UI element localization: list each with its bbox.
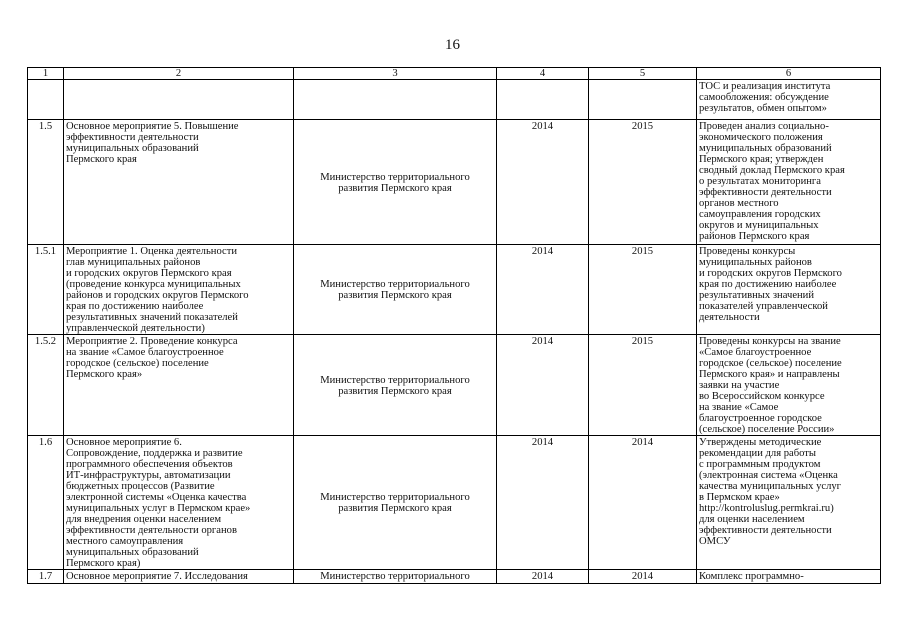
table-row xyxy=(28,245,881,335)
end-year-cell xyxy=(589,80,697,120)
responsible-cell xyxy=(294,80,497,120)
end-year-cell: 2015 xyxy=(589,335,697,436)
result-cell: Утверждены методические рекомендации для работы с программным продуктом (электронная система «Оценка качества муниципальных услуг в Пермском крае» http://kontroluslug.permkrai.ru) для оценки населением эффективности деятельности ОМСУ xyxy=(697,436,881,570)
end-year-cell: 2014 xyxy=(589,436,697,570)
table-row xyxy=(28,436,881,570)
column-header: 6 xyxy=(697,68,881,80)
activity-cell: Основное мероприятие 5. Повышение эффективности деятельности муниципальных образований Пермского края xyxy=(64,120,294,245)
program-table xyxy=(27,67,881,584)
item-number-cell: 1.5.2 xyxy=(28,335,64,436)
start-year-cell: 2014 xyxy=(497,245,589,335)
column-header: 5 xyxy=(589,68,697,80)
header-row xyxy=(28,68,881,80)
column-header: 4 xyxy=(497,68,589,80)
page-number: 16 xyxy=(445,37,460,53)
result-cell: Проведены конкурсы на звание «Самое благоустроенное городское (сельское) поселение Пермского края» и направлены заявки на участие во Всероссийском конкурсе на звание «Самое благоустроенное городское (сельское) поселение России» xyxy=(697,335,881,436)
responsible-cell: Министерство территориального развития Пермского края xyxy=(294,245,497,335)
item-number-cell: 1.5.1 xyxy=(28,245,64,335)
responsible-cell: Министерство территориального развития Пермского края xyxy=(294,120,497,245)
activity-cell: Основное мероприятие 7. Исследования xyxy=(64,570,294,584)
activity-cell xyxy=(64,80,294,120)
start-year-cell xyxy=(497,80,589,120)
column-header: 1 xyxy=(28,68,64,80)
item-number-cell: 1.5 xyxy=(28,120,64,245)
table-row xyxy=(28,80,881,120)
item-number-cell: 1.6 xyxy=(28,436,64,570)
item-number-cell xyxy=(28,80,64,120)
column-header: 2 xyxy=(64,68,294,80)
item-number-cell: 1.7 xyxy=(28,570,64,584)
table-row xyxy=(28,570,881,584)
activity-cell: Основное мероприятие 6. Сопровождение, поддержка и развитие программного обеспечения объектов ИТ-инфраструктуры, автоматизации бюджетных процессов (Развитие электронной системы «Оценка качества муниципальных услуг в Пермском крае» для внедрения оценки населением эффективности деятельности органов местного самоуправления муниципальных образований Пермского края) xyxy=(64,436,294,570)
result-cell: ТОС и реализация института самообложения: обсуждение результатов, обмен опытом» xyxy=(697,80,881,120)
start-year-cell: 2014 xyxy=(497,436,589,570)
activity-cell: Мероприятие 1. Оценка деятельности глав муниципальных районов и городских округов Пермского края (проведение конкурса муниципальных районов и городских округов Пермского края по достижению наиболее результативных значений показателей управленческой деятельности) xyxy=(64,245,294,335)
activity-cell: Мероприятие 2. Проведение конкурса на звание «Самое благоустроенное городское (сельское) поселение Пермского края» xyxy=(64,335,294,436)
result-cell: Проведены конкурсы муниципальных районов и городских округов Пермского края по достижению наиболее результативных значений показателей управленческой деятельности xyxy=(697,245,881,335)
end-year-cell: 2014 xyxy=(589,570,697,584)
responsible-cell: Министерство территориального xyxy=(294,570,497,584)
table-row xyxy=(28,120,881,245)
responsible-cell: Министерство территориального развития Пермского края xyxy=(294,436,497,570)
start-year-cell: 2014 xyxy=(497,570,589,584)
result-cell: Проведен анализ социально- экономического положения муниципальных образований Пермского края; утвержден сводный доклад Пермского края о результатах мониторинга эффективности деятельности органов местного самоуправления городских округов и муниципальных районов Пермского края xyxy=(697,120,881,245)
table-row xyxy=(28,335,881,436)
start-year-cell: 2014 xyxy=(497,335,589,436)
column-header: 3 xyxy=(294,68,497,80)
start-year-cell: 2014 xyxy=(497,120,589,245)
end-year-cell: 2015 xyxy=(589,120,697,245)
responsible-cell: Министерство территориального развития Пермского края xyxy=(294,335,497,436)
result-cell: Комплекс программно- xyxy=(697,570,881,584)
end-year-cell: 2015 xyxy=(589,245,697,335)
